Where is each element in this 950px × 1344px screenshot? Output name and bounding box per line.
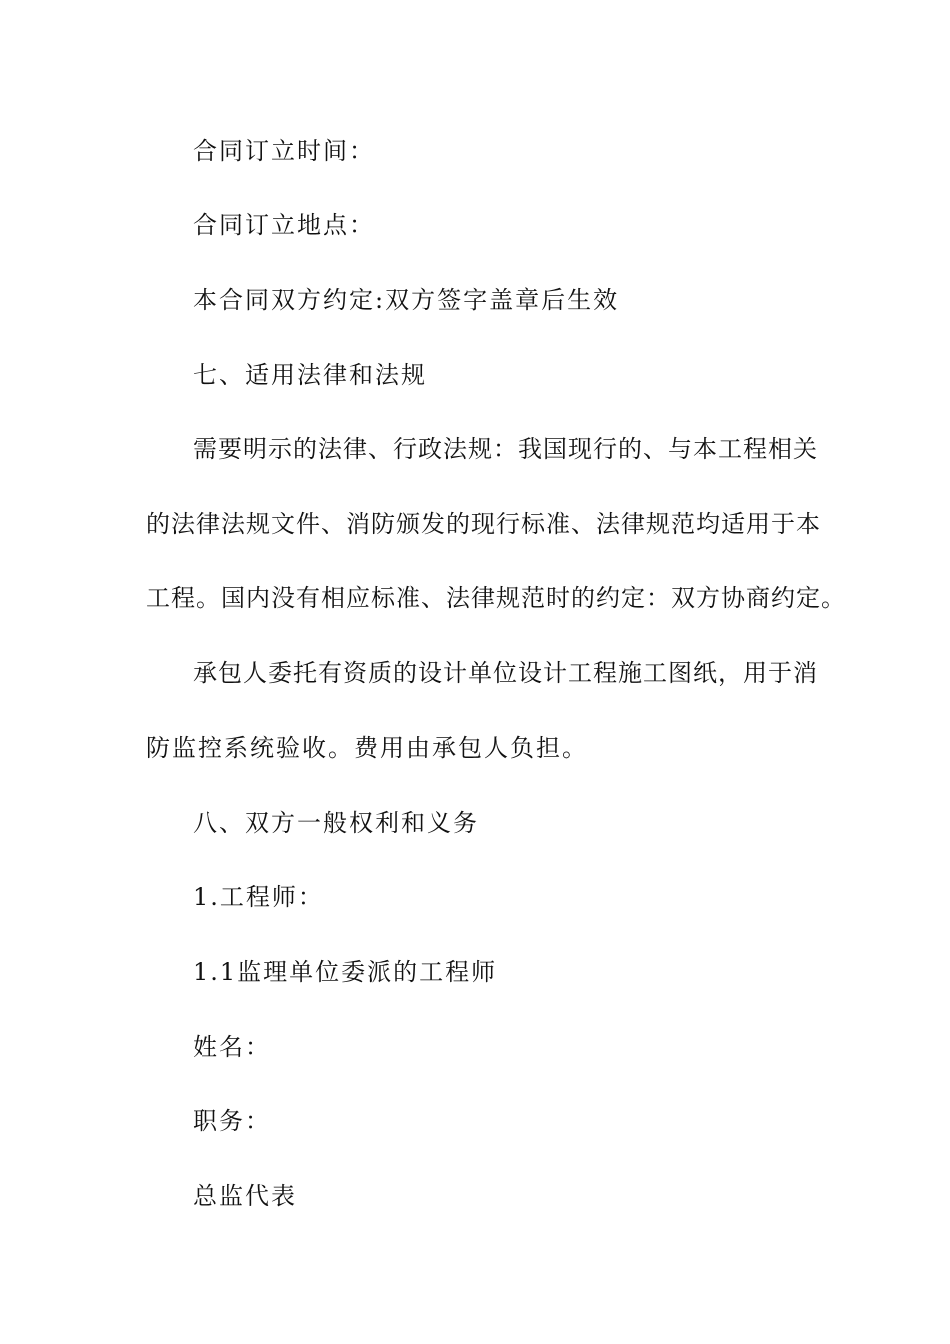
supervising-engineer-heading: 1.1监理单位委派的工程师 [193, 958, 498, 986]
name-label: 姓名： [193, 1033, 271, 1061]
chief-supervisor-representative-label: 总监代表 [193, 1182, 297, 1210]
design-paragraph-line-1: 承包人委托有资质的设计单位设计工程施工图纸，用于消 [193, 659, 818, 687]
laws-paragraph-line-1: 需要明示的法律、行政法规：我国现行的、与本工程相关 [193, 435, 818, 463]
design-paragraph-line-2: 防监控系统验收。费用由承包人负担。 [146, 734, 588, 762]
laws-paragraph-line-2: 的法律法规文件、消防颁发的现行标准、法律规范均适用于本 [146, 510, 821, 538]
position-label: 职务： [193, 1107, 271, 1135]
section-7-heading: 七、适用法律和法规 [193, 361, 427, 389]
contract-place-label: 合同订立地点： [193, 211, 375, 239]
laws-paragraph-line-3: 工程。国内没有相应标准、法律规范时的约定：双方协商约定。 [146, 584, 846, 612]
section-8-heading: 八、双方一般权利和义务 [193, 809, 479, 837]
contract-time-label: 合同订立时间： [193, 137, 375, 165]
engineer-heading: 1.工程师： [193, 883, 324, 911]
effective-agreement-text: 本合同双方约定:双方签字盖章后生效 [193, 286, 620, 314]
